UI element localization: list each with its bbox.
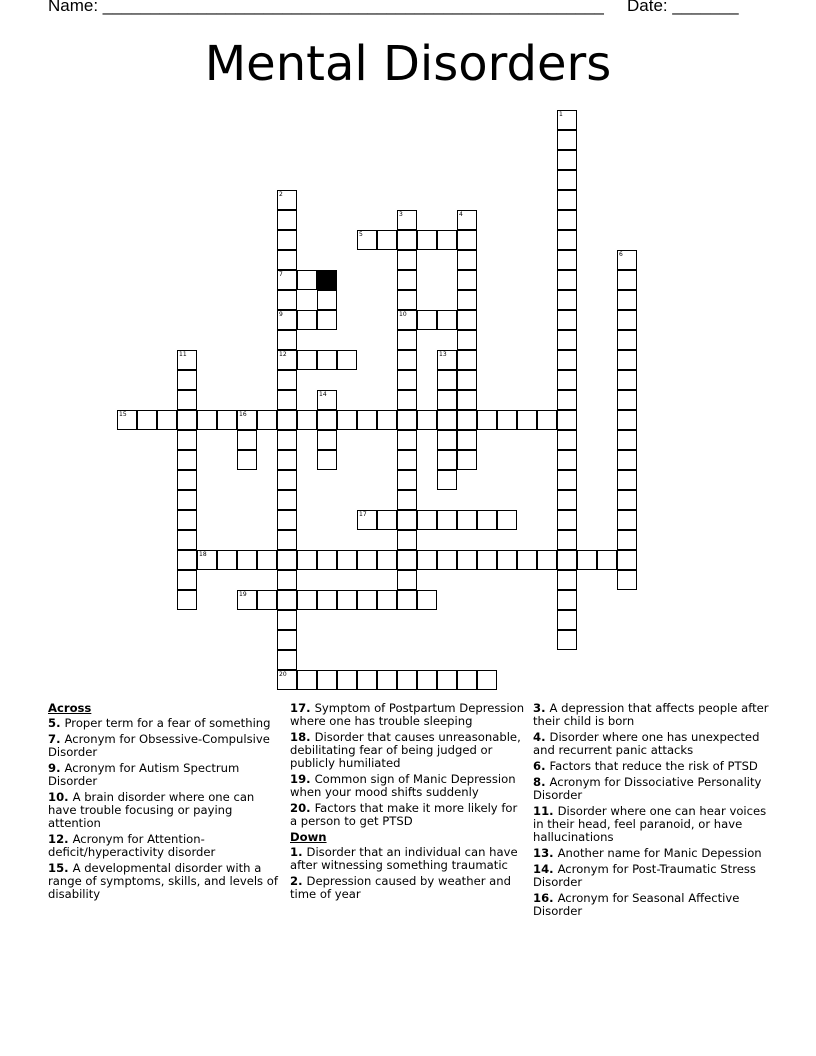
grid-cell[interactable] [557,190,577,210]
grid-cell[interactable] [177,450,197,470]
grid-cell[interactable] [317,430,337,450]
grid-cell[interactable] [577,550,597,570]
grid-cell[interactable] [257,550,277,570]
grid-cell[interactable] [557,430,577,450]
grid-cell[interactable] [277,310,297,330]
grid-cell[interactable] [177,370,197,390]
grid-cell[interactable] [277,630,297,650]
grid-cell[interactable] [497,510,517,530]
clue-number: 1 [559,111,563,118]
grid-cell[interactable] [617,290,637,310]
grid-cell[interactable] [437,410,457,430]
grid-cell[interactable] [137,410,157,430]
grid-cell[interactable] [557,230,577,250]
clue-number: 2 [279,191,283,198]
clue: 10. A brain disorder where one can have trouble focusing or paying attention [48,790,255,830]
grid-cell[interactable] [397,570,417,590]
grid-cell[interactable] [497,550,517,570]
grid-cell[interactable] [397,670,417,690]
grid-cell[interactable] [277,410,297,430]
grid-cell[interactable] [457,430,477,450]
clue-number: 3 [399,211,403,218]
clue-list [533,702,773,918]
grid-cell[interactable] [337,410,357,430]
grid-cell[interactable] [377,550,397,570]
clue: 15. A developmental disorder with a range of symptoms, skills, and levels of disability [48,861,278,901]
clue: 14. Acronym for Post-Traumatic Stress Disorder [533,862,756,889]
grid-cell[interactable] [557,410,577,430]
grid-cell[interactable] [457,210,477,230]
grid-cell[interactable] [557,110,577,130]
clue-number: 18 [199,551,207,558]
grid-cell[interactable] [437,470,457,490]
clue: 7. Acronym for Obsessive-Compulsive Disorder [48,732,270,759]
grid-cell[interactable] [557,570,577,590]
grid-cell[interactable] [377,670,397,690]
date-field[interactable]: Date: _______ [627,0,739,15]
clue: 18. Disorder that causes unreasonable, debilitating fear of being judged or publicly humiliated [290,730,521,770]
grid-cell[interactable] [257,410,277,430]
grid-cell[interactable] [357,590,377,610]
clue: 19. Common sign of Manic Depression when your mood shifts suddenly [290,772,516,799]
grid-cell[interactable] [557,170,577,190]
grid-cell[interactable] [617,510,637,530]
grid-cell[interactable] [317,310,337,330]
grid-cell[interactable] [477,670,497,690]
grid-cell[interactable] [437,310,457,330]
grid-cell[interactable] [457,330,477,350]
black-cell [317,270,337,290]
grid-cell[interactable] [277,430,297,450]
grid-cell[interactable] [417,310,437,330]
grid-cell[interactable] [217,410,237,430]
grid-cell[interactable] [557,370,577,390]
grid-cell[interactable] [617,430,637,450]
grid-cell[interactable] [397,210,417,230]
grid-cell[interactable] [457,670,477,690]
grid-cell[interactable] [277,670,297,690]
grid-cell[interactable] [317,390,337,410]
across-heading: Across [48,701,92,715]
grid-cell[interactable] [357,410,377,430]
grid-cell[interactable] [617,250,637,270]
grid-cell[interactable] [177,590,197,610]
page-title: Mental Disorders [204,36,612,92]
grid-cell[interactable] [197,410,217,430]
grid-cell[interactable] [297,350,317,370]
grid-cell[interactable] [377,230,397,250]
clue: 2. Depression caused by weather and time of year [290,874,511,901]
grid-cell[interactable] [297,410,317,430]
grid-cell[interactable] [397,470,417,490]
grid-cell[interactable] [457,230,477,250]
grid-cell[interactable] [397,370,417,390]
grid-cell[interactable] [297,310,317,330]
grid-cell[interactable] [277,450,297,470]
grid-cell[interactable] [557,550,577,570]
grid-cell[interactable] [277,550,297,570]
grid-cell[interactable] [377,410,397,430]
grid-cell[interactable] [437,230,457,250]
grid-cell[interactable] [237,590,257,610]
grid-cell[interactable] [437,350,457,370]
grid-cell[interactable] [377,510,397,530]
grid-cell[interactable] [557,130,577,150]
grid-cell[interactable] [277,250,297,270]
grid-cell[interactable] [617,470,637,490]
grid-cell[interactable] [397,510,417,530]
grid-cell[interactable] [557,310,577,330]
grid-cell[interactable] [557,490,577,510]
grid-cell[interactable] [277,190,297,210]
grid-cell[interactable] [517,410,537,430]
grid-cell[interactable] [237,550,257,570]
clue: 16. Acronym for Seasonal Affective Disorder [533,891,740,918]
grid-cell[interactable] [377,590,397,610]
clue-number: 10 [399,311,407,318]
grid-cell[interactable] [397,250,417,270]
grid-cell[interactable] [277,470,297,490]
grid-cell[interactable] [317,450,337,470]
grid-cell[interactable] [557,470,577,490]
clue: 11. Disorder where one can hear voices in their head, feel paranoid, or have hallucinations [533,804,767,844]
grid-cell[interactable] [317,670,337,690]
grid-cell[interactable] [277,370,297,390]
clue: 4. Disorder where one has unexpected and recurrent panic attacks [533,730,760,757]
grid-cell[interactable] [397,390,417,410]
clue-number: 17 [359,511,367,518]
grid-cell[interactable] [537,410,557,430]
clue-list [290,702,526,828]
grid-cell[interactable] [557,150,577,170]
grid-cell[interactable] [277,650,297,670]
grid-cell[interactable] [317,350,337,370]
grid-cell[interactable] [457,450,477,470]
grid-cell[interactable] [317,590,337,610]
grid-cell[interactable] [237,430,257,450]
grid-cell[interactable] [397,450,417,470]
grid-cell[interactable] [477,410,497,430]
grid-cell[interactable] [157,410,177,430]
grid-cell[interactable] [357,550,377,570]
clue-number: 9 [279,311,283,318]
grid-cell[interactable] [397,590,417,610]
grid-cell[interactable] [397,230,417,250]
grid-cell[interactable] [177,530,197,550]
grid-cell[interactable] [397,310,417,330]
clue-number: 19 [239,591,247,598]
grid-cell[interactable] [417,410,437,430]
grid-cell[interactable] [617,490,637,510]
grid-cell[interactable] [557,630,577,650]
clues-column-1 [48,702,280,904]
grid-cell[interactable] [457,270,477,290]
clue-number: 5 [359,231,363,238]
grid-cell[interactable] [557,250,577,270]
clue-number: 8 [319,271,323,278]
grid-cell[interactable] [177,470,197,490]
grid-cell[interactable] [277,290,297,310]
grid-cell[interactable] [277,210,297,230]
grid-cell[interactable] [277,330,297,350]
grid-cell[interactable] [237,410,257,430]
clue-number: 16 [239,411,247,418]
grid-cell[interactable] [397,410,417,430]
grid-cell[interactable] [557,330,577,350]
grid-cell[interactable] [277,490,297,510]
grid-cell[interactable] [177,410,197,430]
grid-cell[interactable] [397,270,417,290]
clue-number: 7 [279,271,283,278]
grid-cell[interactable] [277,390,297,410]
grid-cell[interactable] [437,430,457,450]
grid-cell[interactable] [277,570,297,590]
grid-cell[interactable] [357,230,377,250]
grid-cell[interactable] [557,510,577,530]
grid-cell[interactable] [617,410,637,430]
clues-column-3 [533,702,773,921]
grid-cell[interactable] [297,550,317,570]
clue: 5. Proper term for a fear of something [48,716,271,730]
grid-cell[interactable] [337,590,357,610]
grid-cell[interactable] [417,550,437,570]
grid-cell[interactable] [617,390,637,410]
grid-cell[interactable] [557,390,577,410]
grid-cell[interactable] [177,390,197,410]
grid-cell[interactable] [297,270,317,290]
grid-cell[interactable] [617,350,637,370]
clue-number: 11 [179,351,187,358]
grid-cell[interactable] [437,550,457,570]
grid-cell[interactable] [317,410,337,430]
clue-list [290,846,526,901]
grid-cell[interactable] [337,670,357,690]
grid-cell[interactable] [317,550,337,570]
grid-cell[interactable] [617,570,637,590]
grid-cell[interactable] [277,530,297,550]
grid-cell[interactable] [277,590,297,610]
grid-cell[interactable] [237,450,257,470]
clue-list [48,717,280,901]
grid-cell[interactable] [117,410,137,430]
grid-cell[interactable] [617,370,637,390]
grid-cell[interactable] [617,530,637,550]
grid-cell[interactable] [557,350,577,370]
grid-cell[interactable] [317,290,337,310]
grid-cell[interactable] [417,510,437,530]
grid-cell[interactable] [277,510,297,530]
clue: 17. Symptom of Postpartum Depression where one has trouble sleeping [290,701,525,728]
name-field[interactable]: Name: _____________________________________________________ [48,0,604,15]
grid-cell[interactable] [417,670,437,690]
clue: 9. Acronym for Autism Spectrum Disorder [48,761,240,788]
clue: 8. Acronym for Dissociative Personality Disorder [533,775,762,802]
grid-cell[interactable] [397,350,417,370]
grid-cell[interactable] [197,550,217,570]
clue-number: 15 [119,411,127,418]
grid-cell[interactable] [617,450,637,470]
grid-cell[interactable] [557,290,577,310]
grid-cell[interactable] [457,410,477,430]
clues-column-2 [290,702,526,904]
clue: 6. Factors that reduce the risk of PTSD [533,759,758,773]
grid-cell[interactable] [177,570,197,590]
clue: 20. Factors that make it more likely for a person to get PTSD [290,801,518,828]
clue: 3. A depression that affects people after their child is born [533,701,769,728]
clue-number: 4 [459,211,463,218]
grid-cell[interactable] [217,550,237,570]
grid-cell[interactable] [397,290,417,310]
grid-cell[interactable] [277,350,297,370]
clue-number: 13 [439,351,447,358]
grid-cell[interactable] [457,290,477,310]
grid-cell[interactable] [437,370,457,390]
grid-cell[interactable] [397,530,417,550]
grid-cell[interactable] [337,350,357,370]
grid-cell[interactable] [557,590,577,610]
grid-cell[interactable] [597,550,617,570]
grid-cell[interactable] [437,390,457,410]
grid-cell[interactable] [177,510,197,530]
grid-cell[interactable] [477,510,497,530]
clue-number: 14 [319,391,327,398]
grid-cell[interactable] [617,310,637,330]
grid-cell[interactable] [457,390,477,410]
grid-cell[interactable] [357,670,377,690]
grid-cell[interactable] [437,670,457,690]
grid-cell[interactable] [417,590,437,610]
grid-cell[interactable] [457,250,477,270]
clue: 13. Another name for Manic Depession [533,846,762,860]
clue-number: 20 [279,671,287,678]
grid-cell[interactable] [557,450,577,470]
grid-cell[interactable] [337,550,357,570]
grid-cell[interactable] [277,610,297,630]
grid-cell[interactable] [617,550,637,570]
grid-cell[interactable] [557,530,577,550]
grid-cell[interactable] [417,230,437,250]
clue-number: 6 [619,251,623,258]
clue: 12. Acronym for Attention-deficit/hyperactivity disorder [48,832,216,859]
grid-cell[interactable] [457,310,477,330]
grid-cell[interactable] [257,590,277,610]
grid-cell[interactable] [437,510,457,530]
down-heading: Down [290,830,327,844]
grid-cell[interactable] [177,550,197,570]
grid-cell[interactable] [557,210,577,230]
grid-cell[interactable] [397,490,417,510]
grid-cell[interactable] [397,330,417,350]
grid-cell[interactable] [457,550,477,570]
grid-cell[interactable] [277,270,297,290]
grid-cell[interactable] [457,370,477,390]
grid-cell[interactable] [177,490,197,510]
grid-cell[interactable] [557,610,577,630]
grid-cell[interactable] [297,670,317,690]
grid-cell[interactable] [277,230,297,250]
grid-cell[interactable] [357,510,377,530]
grid-cell[interactable] [297,590,317,610]
grid-cell[interactable] [457,510,477,530]
grid-cell[interactable] [437,450,457,470]
grid-cell[interactable] [617,270,637,290]
clue-number: 12 [279,351,287,358]
grid-cell[interactable] [397,550,417,570]
grid-cell[interactable] [497,410,517,430]
grid-cell[interactable] [617,330,637,350]
grid-cell[interactable] [557,270,577,290]
grid-cell[interactable] [397,430,417,450]
grid-cell[interactable] [177,430,197,450]
clue: 1. Disorder that an individual can have after witnessing something traumatic [290,845,518,872]
grid-cell[interactable] [457,350,477,370]
grid-cell[interactable] [517,550,537,570]
grid-cell[interactable] [477,550,497,570]
grid-cell[interactable] [537,550,557,570]
grid-cell[interactable] [177,350,197,370]
